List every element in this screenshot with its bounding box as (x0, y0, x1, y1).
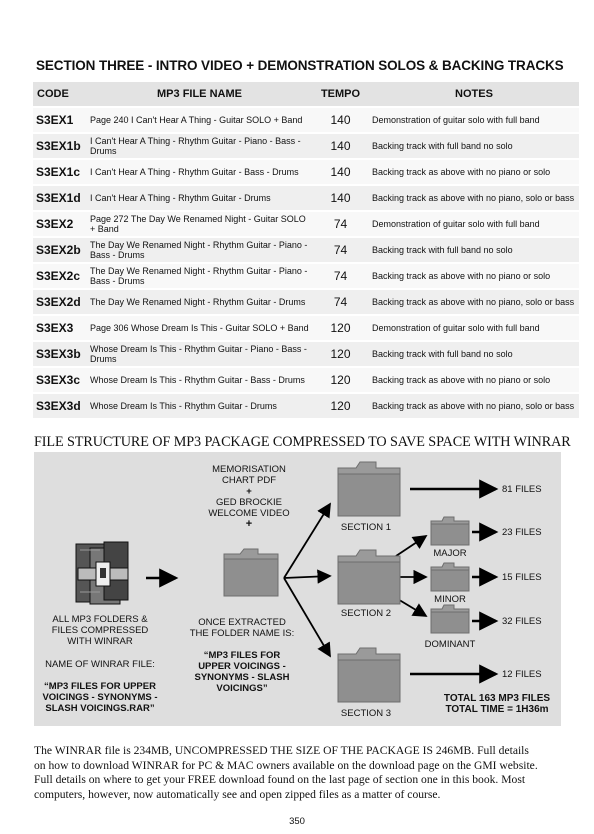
cell-code: S3EX1c (33, 159, 87, 185)
body-text-line: computers, however, now automatically see and open zipped files as a matter of course. (34, 787, 441, 801)
section-title: SECTION THREE - INTRO VIDEO + DEMONSTRATION SOLOS & BACKING TRACKS (36, 58, 564, 73)
section3-folder-icon (336, 646, 402, 704)
main-folder-icon (222, 546, 280, 598)
cell-file: The Day We Renamed Night - Rhythm Guitar - Piano - Bass - Drums (87, 237, 312, 263)
table-row (33, 315, 579, 341)
dominant-folder-icon (430, 604, 470, 634)
cell-code: S3EX2 (33, 211, 87, 237)
section2-label: SECTION 2 (340, 608, 392, 619)
cell-file: I Can't Hear A Thing - Rhythm Guitar - Bass - Drums (87, 159, 312, 185)
minor-folder-icon (430, 562, 470, 592)
table-row (33, 289, 579, 315)
cell-notes: Backing track with full band no solo (369, 341, 579, 367)
cell-tempo: 140 (312, 133, 369, 159)
header-tempo: TEMPO (312, 82, 369, 107)
cell-code: S3EX1b (33, 133, 87, 159)
cell-tempo: 74 (312, 263, 369, 289)
cell-code: S3EX1d (33, 185, 87, 211)
table-header-row (33, 82, 579, 107)
once-extracted-label: ONCE EXTRACTED THE FOLDER NAME IS: (189, 617, 295, 639)
section3-label: SECTION 3 (340, 708, 392, 719)
table-row (33, 107, 579, 133)
cell-file: I Can't Hear A Thing - Rhythm Guitar - Piano - Bass - Drums (87, 133, 312, 159)
section1-folder-icon (336, 460, 402, 518)
cell-tempo: 140 (312, 107, 369, 133)
cell-file: Whose Dream Is This - Rhythm Guitar - Bass - Drums (87, 367, 312, 393)
cell-code: S3EX1 (33, 107, 87, 133)
files-23-label: 23 FILES (502, 527, 542, 538)
cell-tempo: 74 (312, 237, 369, 263)
table-row (33, 185, 579, 211)
header-code: CODE (33, 82, 87, 107)
cell-notes: Backing track as above with no piano or solo (369, 263, 579, 289)
header-notes: NOTES (369, 82, 579, 107)
body-text-line: The WINRAR file is 234MB, UNCOMPRESSED THE SIZE OF THE PACKAGE IS 246MB. Full details (34, 744, 529, 757)
cell-code: S3EX2d (33, 289, 87, 315)
winrar-file-name: “MP3 FILES FOR UPPER VOICINGS - SYNONYMS - SLASH VOICINGS.RAR” (42, 681, 158, 714)
cell-notes: Demonstration of guitar solo with full band (369, 107, 579, 133)
winrar-archive-icon (70, 540, 132, 606)
cell-code: S3EX3d (33, 393, 87, 419)
cell-tempo: 74 (312, 289, 369, 315)
cell-tempo: 74 (312, 211, 369, 237)
file-structure-title: FILE STRUCTURE OF MP3 PACKAGE COMPRESSED TO SAVE SPACE WITH WINRAR (34, 434, 571, 450)
cell-file: The Day We Renamed Night - Rhythm Guitar - Piano - Bass - Drums (87, 263, 312, 289)
cell-file: Page 240 I Can't Hear A Thing - Guitar SOLO + Band (87, 107, 312, 133)
cell-tempo: 140 (312, 159, 369, 185)
table-row (33, 211, 579, 237)
cell-tempo: 140 (312, 185, 369, 211)
cell-code: S3EX3b (33, 341, 87, 367)
table-row (33, 237, 579, 263)
cell-notes: Backing track as above with no piano or solo (369, 367, 579, 393)
winrar-name-label: NAME OF WINRAR FILE: (45, 659, 155, 670)
table-row (33, 367, 579, 393)
files-15-label: 15 FILES (502, 572, 542, 583)
body-text-line: on how to download WINRAR for PC & MAC owners available on the download page on the GMI website. (34, 758, 538, 772)
cell-code: S3EX2c (33, 263, 87, 289)
cell-notes: Demonstration of guitar solo with full band (369, 211, 579, 237)
cell-tempo: 120 (312, 393, 369, 419)
cell-notes: Backing track as above with no piano or solo (369, 159, 579, 185)
body-text-line: Full details on where to get your FREE download found on the last page of section one in this book. Most (34, 773, 526, 786)
minor-label: MINOR (434, 594, 466, 605)
table-row (33, 393, 579, 419)
cell-file: Whose Dream Is This - Rhythm Guitar - Drums (87, 393, 312, 419)
all-folders-label: ALL MP3 FOLDERS & FILES COMPRESSED WITH WINRAR (51, 614, 149, 647)
file-structure-diagram (34, 452, 561, 726)
table-row (33, 341, 579, 367)
tracks-table (33, 82, 579, 420)
page-number: 350 (289, 816, 305, 827)
cell-tempo: 120 (312, 367, 369, 393)
cell-tempo: 120 (312, 315, 369, 341)
major-folder-icon (430, 516, 470, 546)
arrow-to-section2 (284, 576, 330, 578)
files-12-label: 12 FILES (502, 669, 542, 680)
section2-folder-icon (336, 548, 402, 606)
cell-file: Page 272 The Day We Renamed Night - Guitar SOLO + Band (87, 211, 312, 237)
header-file-name: MP3 FILE NAME (87, 82, 312, 107)
cell-notes: Demonstration of guitar solo with full band (369, 315, 579, 341)
cell-notes: Backing track as above with no piano, solo or bass (369, 185, 579, 211)
files-81-label: 81 FILES (502, 484, 542, 495)
cell-notes: Backing track with full band no solo (369, 237, 579, 263)
major-label: MAJOR (433, 548, 467, 559)
folder-name-label: “MP3 FILES FOR UPPER VOICINGS - SYNONYMS - SLASH VOICINGS” (194, 650, 290, 694)
cell-file: I Can't Hear A Thing - Rhythm Guitar - Drums (87, 185, 312, 211)
cell-code: S3EX3c (33, 367, 87, 393)
cell-file: The Day We Renamed Night - Rhythm Guitar - Drums (87, 289, 312, 315)
cell-file: Page 306 Whose Dream Is This - Guitar SOLO + Band (87, 315, 312, 341)
table-row (33, 133, 579, 159)
totals-label: TOTAL 163 MP3 FILES TOTAL TIME = 1H36m (443, 693, 551, 715)
cell-file: Whose Dream Is This - Rhythm Guitar - Piano - Bass - Drums (87, 341, 312, 367)
dominant-label: DOMINANT (424, 639, 476, 650)
table-row (33, 263, 579, 289)
cell-code: S3EX3 (33, 315, 87, 341)
cell-tempo: 120 (312, 341, 369, 367)
cell-notes: Backing track as above with no piano, solo or bass (369, 393, 579, 419)
section1-label: SECTION 1 (340, 522, 392, 533)
cell-code: S3EX2b (33, 237, 87, 263)
cell-notes: Backing track with full band no solo (369, 133, 579, 159)
files-32-label: 32 FILES (502, 616, 542, 627)
memorisation-label: MEMORISATION CHART PDF + GED BROCKIE WELCOME VIDEO + (208, 464, 290, 530)
cell-notes: Backing track as above with no piano, solo or bass (369, 289, 579, 315)
table-row (33, 159, 579, 185)
body-text (34, 744, 564, 802)
